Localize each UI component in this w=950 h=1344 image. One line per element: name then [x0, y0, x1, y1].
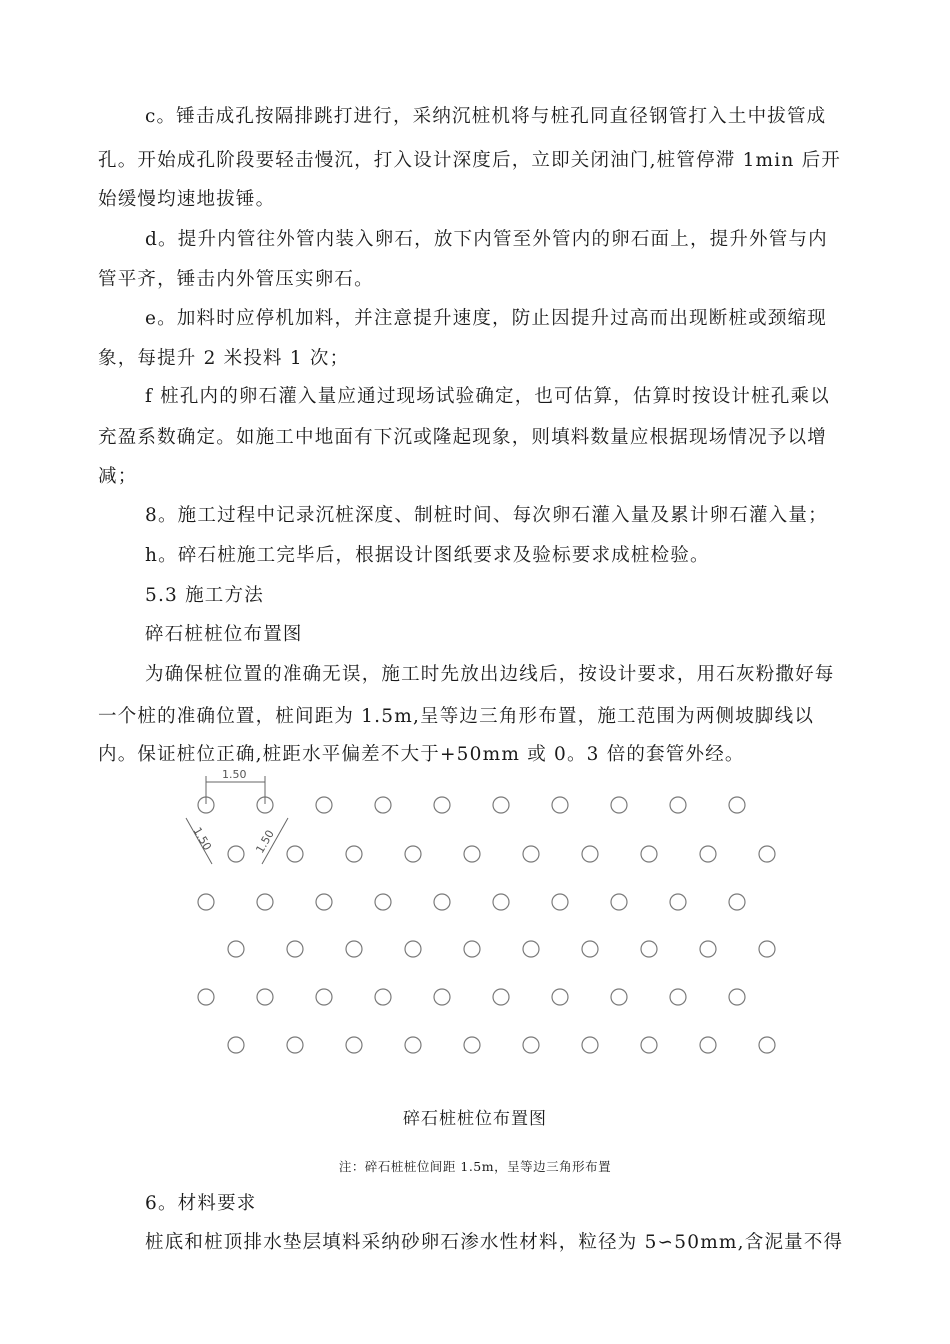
pile-circle — [228, 941, 244, 957]
pile-circle — [375, 894, 391, 910]
pile-circle — [700, 941, 716, 957]
pile-circle — [464, 941, 480, 957]
pile-circle — [552, 989, 568, 1005]
paragraph-line: 8。施工过程中记录沉桩深度、制桩时间、每次卵石灌入量及累计卵石灌入量； — [145, 505, 828, 526]
dimension-label-right: 1.50 — [253, 827, 277, 856]
pile-circle — [346, 1037, 362, 1053]
pile-circle — [700, 1037, 716, 1053]
pile-circle — [228, 1037, 244, 1053]
dimension-label-top: 1.50 — [222, 768, 247, 781]
pile-circle — [434, 797, 450, 813]
pile-circle — [611, 894, 627, 910]
pile-circle — [405, 941, 421, 957]
pile-circle — [464, 846, 480, 862]
pile-circle — [405, 1037, 421, 1053]
pile-circle — [375, 989, 391, 1005]
paragraph-line: 一个桩的准确位置，桩间距为 1.5m,呈等边三角形布置，施工范围为两侧坡脚线以 — [98, 706, 815, 727]
pile-circle — [729, 894, 745, 910]
paragraph-line: c。锤击成孔按隔排跳打进行，采纳沉桩机将与桩孔同直径钢管打入土中拔管成 — [145, 106, 827, 127]
section-heading: 6。材料要求 — [145, 1193, 257, 1214]
pile-circle — [552, 797, 568, 813]
pile-circle — [228, 846, 244, 862]
pile-circle — [759, 846, 775, 862]
pile-circle — [198, 894, 214, 910]
pile-layout-diagram — [0, 760, 950, 1080]
pile-circle — [759, 941, 775, 957]
pile-circle — [582, 941, 598, 957]
pile-circle — [611, 989, 627, 1005]
figure-caption: 碎石桩桩位布置图 — [403, 1109, 547, 1129]
pile-circle — [316, 797, 332, 813]
pile-grid — [198, 797, 775, 1053]
pile-circle — [316, 989, 332, 1005]
pile-circle — [523, 846, 539, 862]
pile-circle — [257, 989, 273, 1005]
pile-circle — [641, 941, 657, 957]
pile-circle — [670, 894, 686, 910]
pile-circle — [700, 846, 716, 862]
pile-circle — [405, 846, 421, 862]
paragraph-line: 减； — [98, 466, 138, 487]
pile-circle — [670, 797, 686, 813]
paragraph-line: 孔。开始成孔阶段要轻击慢沉，打入设计深度后，立即关闭油门,桩管停滞 1min 后开 — [98, 150, 841, 171]
pile-circle — [641, 846, 657, 862]
pile-circle — [287, 846, 303, 862]
pile-circle — [493, 797, 509, 813]
pile-circle — [611, 797, 627, 813]
pile-circle — [759, 1037, 775, 1053]
pile-circle — [552, 894, 568, 910]
pile-circle — [257, 894, 273, 910]
pile-circle — [641, 1037, 657, 1053]
paragraph-line: 始缓慢均速地拔锤。 — [98, 189, 276, 210]
pile-circle — [316, 894, 332, 910]
paragraph-line: 为确保桩位置的准确无误，施工时先放出边线后，按设计要求，用石灰粉撒好每 — [145, 664, 835, 685]
paragraph-line: h。碎石桩施工完毕后，根据设计图纸要求及验标要求成桩检验。 — [145, 545, 710, 566]
pile-circle — [464, 1037, 480, 1053]
pile-circle — [582, 1037, 598, 1053]
figure-note: 注：碎石桩桩位间距 1.5m，呈等边三角形布置 — [338, 1159, 612, 1174]
paragraph-line: e。加料时应停机加料，并注意提升速度，防止因提升过高而出现断桩或颈缩现 — [145, 308, 827, 329]
pile-circle — [523, 1037, 539, 1053]
pile-circle — [729, 989, 745, 1005]
paragraph-line: 内。保证桩位正确,桩距水平偏差不大于+50mm 或 0。3 倍的套管外经。 — [98, 744, 745, 765]
paragraph-line: 充盈系数确定。如施工中地面有下沉或隆起现象，则填料数量应根据现场情况予以增 — [98, 427, 827, 448]
dimension-label-left: 1.50 — [190, 825, 214, 853]
paragraph-line: 象，每提升 2 米投料 1 次； — [98, 348, 350, 369]
pile-circle — [493, 894, 509, 910]
pile-circle — [434, 894, 450, 910]
pile-circle — [346, 846, 362, 862]
paragraph-line: f 桩孔内的卵石灌入量应通过现场试验确定，也可估算，估算时按设计桩孔乘以 — [145, 386, 830, 407]
pile-circle — [375, 797, 391, 813]
pile-circle — [287, 941, 303, 957]
figure-title: 碎石桩桩位布置图 — [145, 624, 303, 645]
paragraph-line: 桩底和桩顶排水垫层填料采纳砂卵石渗水性材料，粒径为 5∽50mm,含泥量不得 — [145, 1232, 844, 1253]
paragraph-line: d。提升内管往外管内装入卵石，放下内管至外管内的卵石面上，提升外管与内 — [145, 229, 828, 250]
section-heading: 5.3 施工方法 — [145, 585, 264, 606]
pile-circle — [670, 989, 686, 1005]
pile-circle — [523, 941, 539, 957]
paragraph-line: 管平齐，锤击内外管压实卵石。 — [98, 269, 374, 290]
pile-circle — [198, 989, 214, 1005]
pile-circle — [287, 1037, 303, 1053]
pile-circle — [582, 846, 598, 862]
pile-circle — [434, 989, 450, 1005]
pile-circle — [493, 989, 509, 1005]
pile-circle — [346, 941, 362, 957]
pile-circle — [729, 797, 745, 813]
